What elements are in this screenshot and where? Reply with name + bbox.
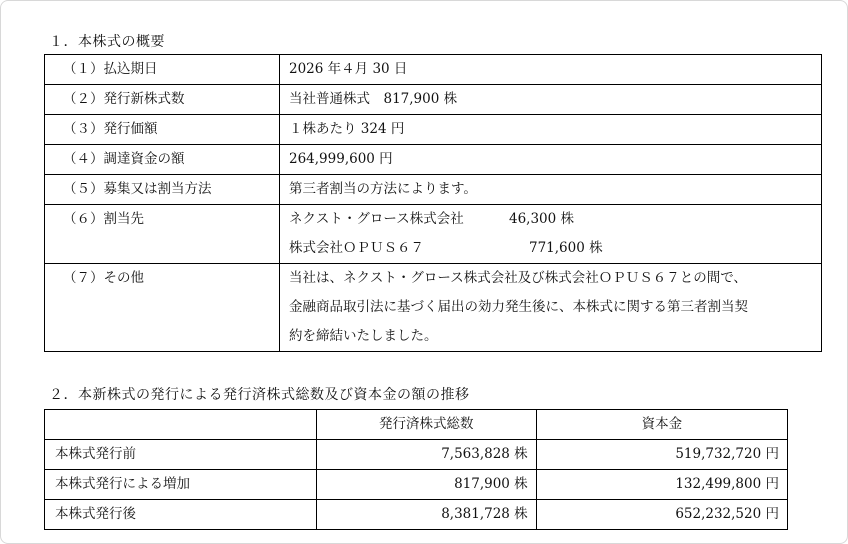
row-label: （５）募集又は割当方法 [45,175,280,205]
text-line: 約を締結いたしました。 [289,328,438,344]
section-1-title: １．本株式の概要 [49,34,165,50]
row-label: 本株式発行前 [45,440,317,470]
overview-table [44,54,822,352]
row-label: （１）払込期日 [45,55,280,85]
table-row [45,500,788,530]
text-line: 金融商品取引法に基づく届出の効力発生後に、本株式に関する第三者割当契 [289,299,748,315]
allottee-name: ネクスト・グロース株式会社 [289,211,464,227]
row-value: 当社普通株式 817,900 株 [280,85,822,115]
capital-cell: 519,732,720 円 [536,440,787,470]
table-row [45,145,822,175]
shares-capital-table [44,409,788,530]
allottee-shares: 771,600 株 [529,240,603,256]
row-label: 本株式発行後 [45,500,317,530]
row-label: （６）割当先 [45,205,280,264]
table-row [45,175,822,205]
allottee-shares: 46,300 株 [509,211,575,227]
table-row [45,55,822,85]
allottee-entry [289,205,821,234]
text-line: 当社は、ネクスト・グロース株式会社及び株式会社ＯＰＵＳ６７との間で、 [289,270,747,286]
table-row-other [45,264,822,352]
column-header: 発行済株式総数 [316,410,536,440]
row-value: 2026 年４月 30 日 [280,55,822,85]
row-value: １株あたり 324 円 [280,115,822,145]
row-label: （３）発行価額 [45,115,280,145]
allottee-list [280,205,822,264]
row-value: 第三者割当の方法によります。 [280,175,822,205]
table-row [45,85,822,115]
column-header [45,410,317,440]
row-label: （２）発行新株式数 [45,85,280,115]
row-value: 264,999,600 円 [280,145,822,175]
row-label: （７）その他 [45,264,280,352]
allottee-entry [289,234,821,263]
shares-cell: 7,563,828 株 [316,440,536,470]
table-row [45,470,788,500]
table-header-row [45,410,788,440]
shares-cell: 8,381,728 株 [316,500,536,530]
table-row [45,440,788,470]
table-row [45,115,822,145]
capital-cell: 652,232,520 円 [536,500,787,530]
allottee-name: 株式会社ＯＰＵＳ６７ [289,240,424,256]
section-2-title: ２．本新株式の発行による発行済株式総数及び資本金の額の推移 [49,387,470,403]
row-label: （４）調達資金の額 [45,145,280,175]
capital-cell: 132,499,800 円 [536,470,787,500]
table-row-allottee [45,205,822,264]
row-label: 本株式発行による増加 [45,470,317,500]
other-text [280,264,822,352]
shares-cell: 817,900 株 [316,470,536,500]
column-header: 資本金 [536,410,787,440]
